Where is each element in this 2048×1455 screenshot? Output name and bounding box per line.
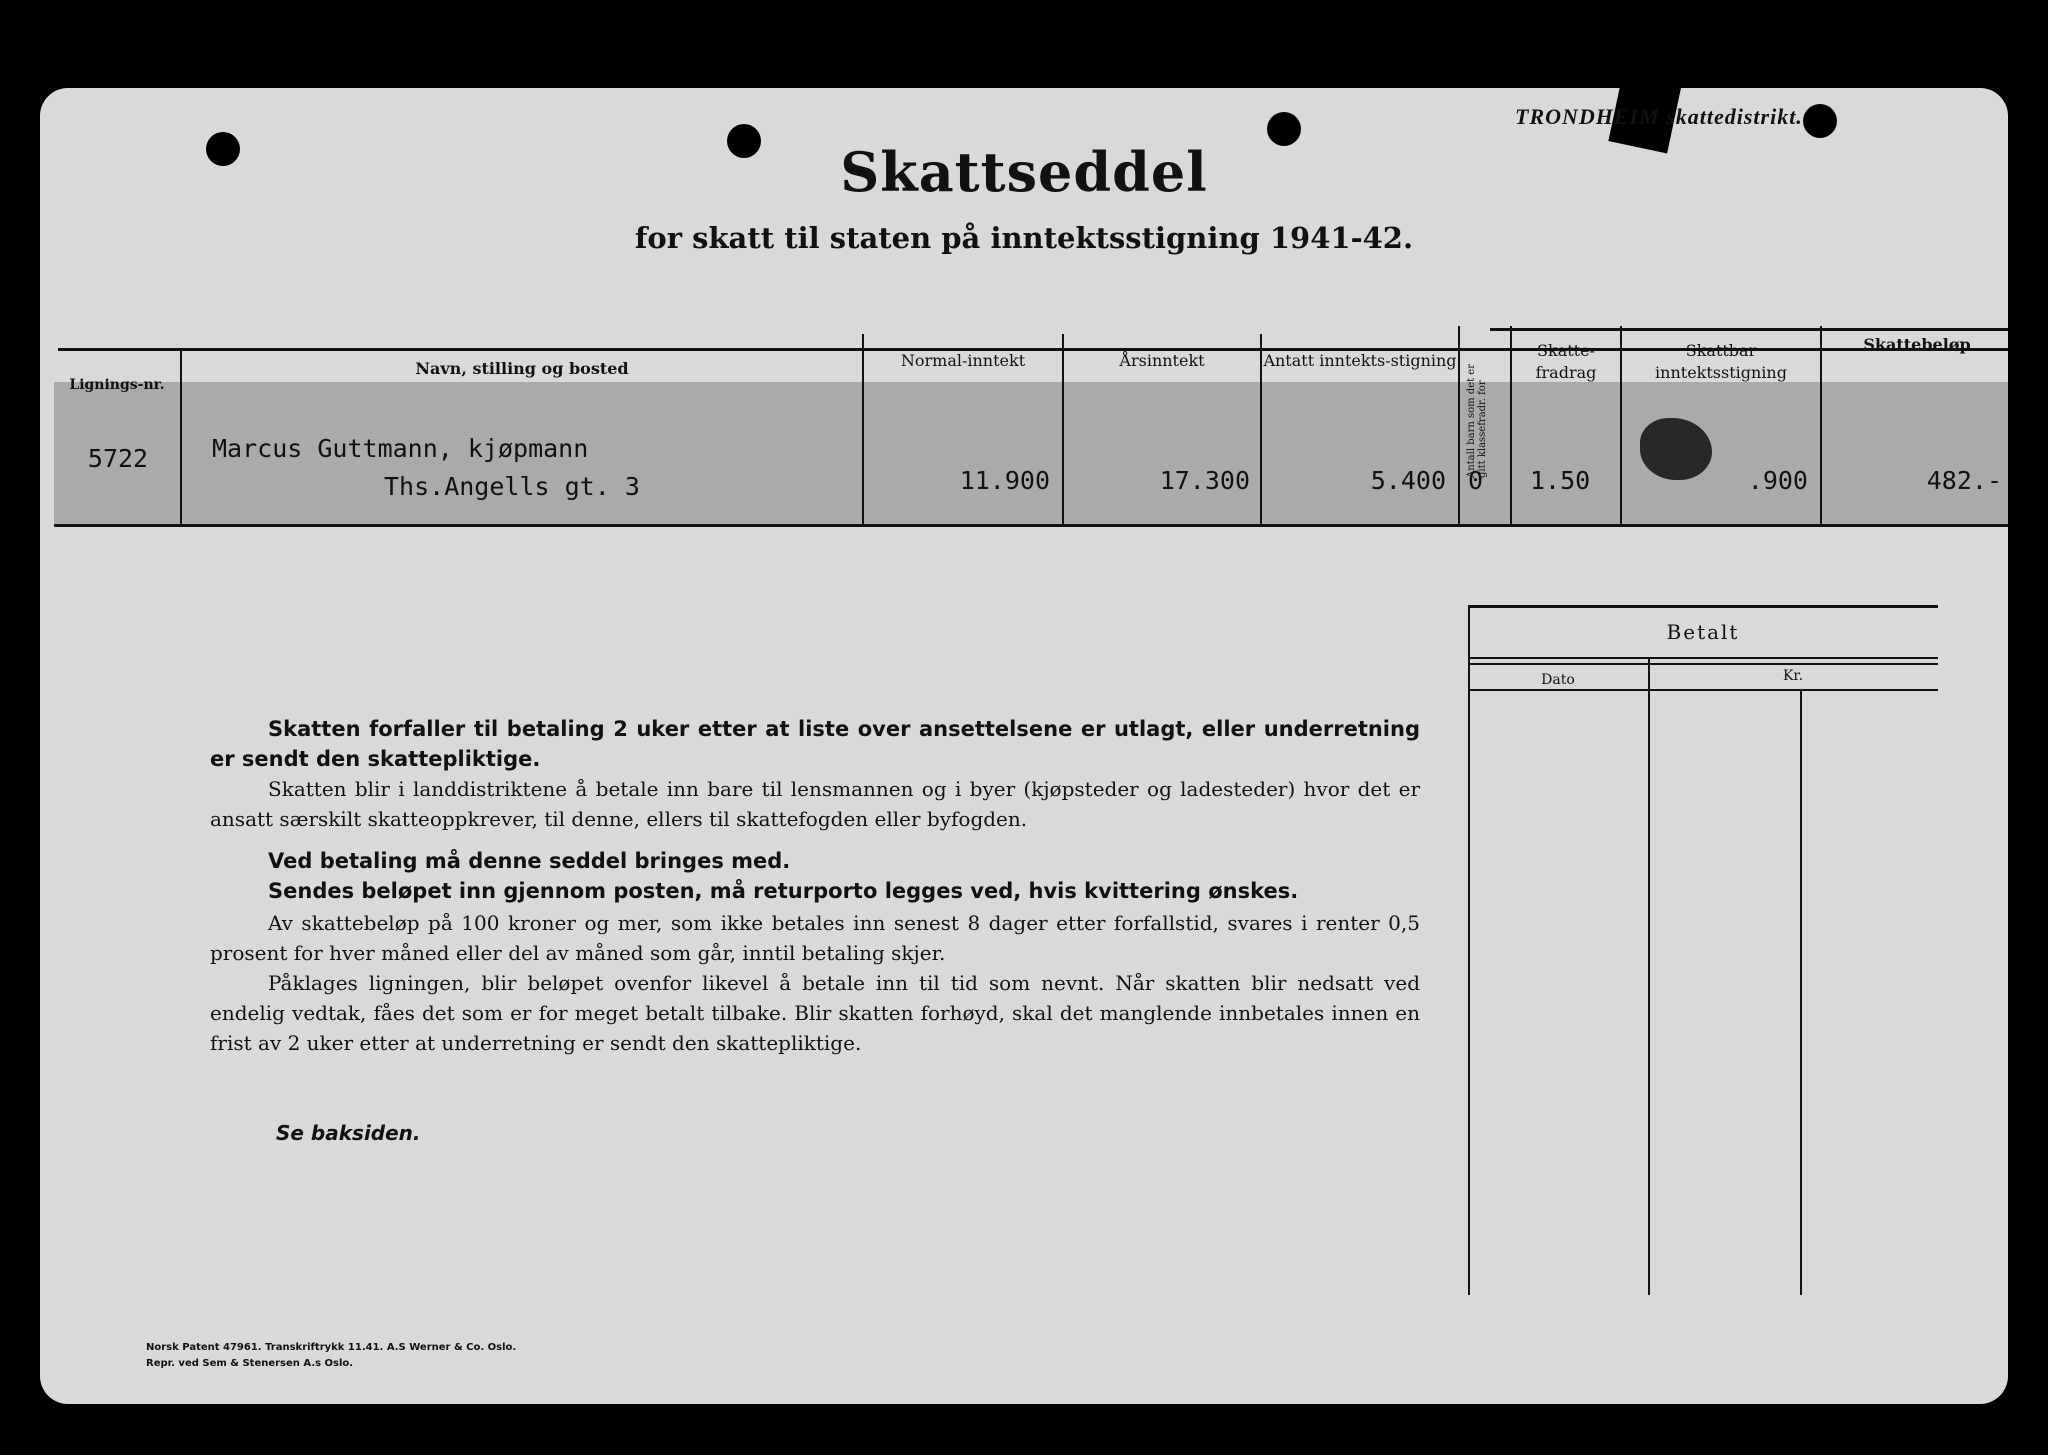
page-title: Skattseddel [840, 140, 1208, 204]
page-subtitle: for skatt til staten på inntektsstigning 1941-42. [634, 221, 1414, 255]
see-back-note: Se baksiden. [276, 1121, 421, 1145]
paragraph-betaling: Skatten blir i landdistriktene å betale inn bare til lensmannen og i byer (kjøpsteder og ladesteder) hvor det er ansatt særskilt skatteoppkrever, til denne, ellers til skattefogden eller byfogden. [210, 777, 1420, 831]
betalt-dato: Dato [1541, 672, 1575, 688]
header-skattebelop: Skattebeløp [1863, 335, 1971, 354]
cell-aars: 17.300 [1159, 466, 1250, 495]
paragraph-renter: Av skattebeløp på 100 kroner og mer, som ikke betales inn senest 8 dager etter forfallstid, svares i renter 0,5 prosent for hver måned eller del av måned som går, inntil betaling skjer. [210, 911, 1420, 965]
paragraph-forfall: Skatten forfaller til betaling 2 uker etter at liste over ansettelsene er utlagt, eller underretning er sendt den skattepliktige. [210, 717, 1420, 771]
cell-belop: 482.- [1926, 466, 2002, 495]
betalt-title: Betalt [1666, 620, 1740, 644]
header-skatte-fradrag: Skatte-fradrag [1535, 341, 1597, 382]
cell-navn: Marcus Guttmann, kjøpmann [212, 434, 589, 463]
cell-antatt: 5.400 [1370, 466, 1446, 495]
cell-skattbar: .900 [1747, 466, 1808, 495]
paragraph-seddel: Ved betaling må denne seddel bringes med. [268, 849, 791, 873]
district-label: TRONDHEIM skattedistrikt. [1515, 104, 1803, 129]
header-aars: Årsinntekt [1119, 351, 1205, 370]
cell-normal: 11.900 [959, 466, 1050, 495]
tax-slip [40, 88, 2008, 1404]
header-antatt: Antatt inntekts-stigning [1263, 351, 1457, 370]
header-lignings-nr: Lignings-nr. [69, 377, 165, 393]
table-top-rule [1490, 328, 2008, 331]
header-antall-barn: Antall barn som det er gitt klassefradr. for [1466, 363, 1488, 478]
paragraph-posten: Sendes beløpet inn gjennom posten, må returporto legges ved, hvis kvittering ønskes. [268, 879, 1299, 903]
header-skattbar: Skattbar inntektsstigning [1655, 341, 1787, 382]
header-normal: Normal-inntekt [900, 351, 1026, 370]
header-navn: Navn, stilling og bosted [415, 359, 629, 378]
betalt-box [1468, 605, 1938, 1295]
cell-nr: 5722 [87, 444, 149, 473]
cell-fradrag: 1.50 [1530, 466, 1591, 495]
printer-line-2: Repr. ved Sem & Stenersen A.s Oslo. [146, 1358, 354, 1369]
printer-line-1: Norsk Patent 47961. Transkriftrykk 11.41. A.S Werner & Co. Oslo. [146, 1342, 517, 1353]
betalt-kr: Kr. [1782, 668, 1804, 684]
paragraph-klage: Påklages ligningen, blir beløpet ovenfor likevel å betale inn til tid som nevnt. Når skatten blir nedsatt ved endelig vedtak, fåes det som er for meget betalt tilbake. Blir skatten forhøyd, skal det manglende innbetales innen en frist av 2 uker etter at underretning er sendt den skattepliktige. [210, 971, 1420, 1055]
cell-barn: 0 [1468, 466, 1484, 495]
cell-adresse: Ths.Angells gt. 3 [384, 472, 640, 501]
punch-hole [1803, 104, 1837, 138]
